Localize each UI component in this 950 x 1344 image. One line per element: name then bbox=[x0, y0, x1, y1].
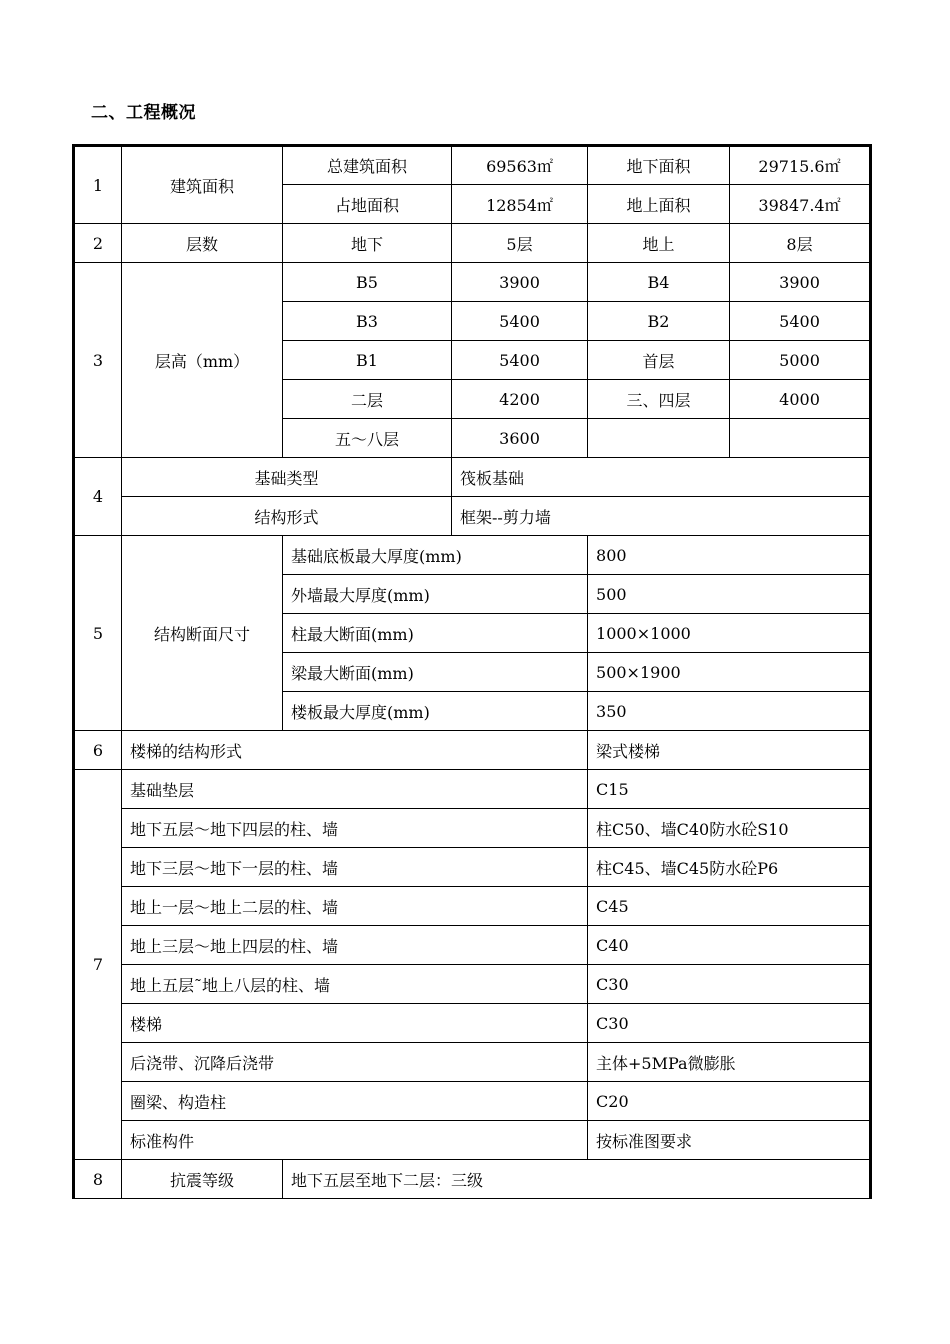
row-label: 抗震等级 bbox=[122, 1160, 283, 1199]
cell-label: 梁最大断面(mm) bbox=[283, 653, 588, 692]
table-row bbox=[74, 887, 871, 926]
cell-value: 筏板基础 bbox=[452, 458, 871, 497]
table-row bbox=[74, 731, 871, 770]
cell-label: 圈梁、构造柱 bbox=[122, 1082, 588, 1121]
cell-label: 五～八层 bbox=[283, 419, 452, 458]
table-row bbox=[74, 497, 871, 536]
cell-label: 楼梯的结构形式 bbox=[122, 731, 588, 770]
cell-label: B1 bbox=[283, 341, 452, 380]
table-row bbox=[74, 263, 871, 302]
row-number: 3 bbox=[74, 263, 122, 458]
cell-value: 3900 bbox=[452, 263, 588, 302]
cell-label: 后浇带、沉降后浇带 bbox=[122, 1043, 588, 1082]
table-row bbox=[74, 848, 871, 887]
cell-label: 地上 bbox=[588, 224, 730, 263]
empty-cell bbox=[588, 419, 730, 458]
cell-value: C20 bbox=[588, 1082, 871, 1121]
table-row bbox=[74, 965, 871, 1004]
cell-label: 地上五层˜地上八层的柱、墙 bbox=[122, 965, 588, 1004]
cell-value: 8层 bbox=[730, 224, 871, 263]
cell-value: 500×1900 bbox=[588, 653, 871, 692]
cell-value: 3600 bbox=[452, 419, 588, 458]
cell-value: 350 bbox=[588, 692, 871, 731]
cell-label: 基础底板最大厚度(mm) bbox=[283, 536, 588, 575]
cell-label: 标准构件 bbox=[122, 1121, 588, 1160]
cell-value: 1000×1000 bbox=[588, 614, 871, 653]
cell-value: 5层 bbox=[452, 224, 588, 263]
table-row bbox=[74, 770, 871, 809]
cell-label: B2 bbox=[588, 302, 730, 341]
table-row bbox=[74, 1160, 871, 1199]
cell-value: 梁式楼梯 bbox=[588, 731, 871, 770]
table-row bbox=[74, 1043, 871, 1082]
cell-value: 柱C45、墙C45防水砼P6 bbox=[588, 848, 871, 887]
cell-value: 框架--剪力墙 bbox=[452, 497, 871, 536]
row-label: 层高（mm） bbox=[122, 263, 283, 458]
cell-label: 总建筑面积 bbox=[283, 146, 452, 185]
table-row bbox=[74, 1082, 871, 1121]
cell-value: 3900 bbox=[730, 263, 871, 302]
cell-value: 39847.4㎡ bbox=[730, 185, 871, 224]
row-label: 结构断面尺寸 bbox=[122, 536, 283, 731]
cell-value: 5400 bbox=[452, 341, 588, 380]
table-row bbox=[74, 536, 871, 575]
cell-value: 12854㎡ bbox=[452, 185, 588, 224]
cell-value: C45 bbox=[588, 887, 871, 926]
row-number: 4 bbox=[74, 458, 122, 536]
cell-value: 4000 bbox=[730, 380, 871, 419]
cell-label: 地上一层～地上二层的柱、墙 bbox=[122, 887, 588, 926]
cell-value: 柱C50、墙C40防水砼S10 bbox=[588, 809, 871, 848]
row-number: 2 bbox=[74, 224, 122, 263]
cell-value: 500 bbox=[588, 575, 871, 614]
cell-label: 三、四层 bbox=[588, 380, 730, 419]
cell-value: 800 bbox=[588, 536, 871, 575]
cell-label: 基础类型 bbox=[122, 458, 452, 497]
table-row bbox=[74, 224, 871, 263]
cell-label: 二层 bbox=[283, 380, 452, 419]
cell-value: C15 bbox=[588, 770, 871, 809]
row-number: 7 bbox=[74, 770, 122, 1160]
cell-label: 楼板最大厚度(mm) bbox=[283, 692, 588, 731]
cell-label: 地下面积 bbox=[588, 146, 730, 185]
cell-label: 地下五层～地下四层的柱、墙 bbox=[122, 809, 588, 848]
row-number: 8 bbox=[74, 1160, 122, 1199]
cell-value: 69563㎡ bbox=[452, 146, 588, 185]
cell-label: 地上面积 bbox=[588, 185, 730, 224]
row-label: 建筑面积 bbox=[122, 146, 283, 224]
table-row bbox=[74, 146, 871, 185]
table-row bbox=[74, 1004, 871, 1043]
cell-label: 地下三层～地下一层的柱、墙 bbox=[122, 848, 588, 887]
cell-value: 29715.6㎡ bbox=[730, 146, 871, 185]
cell-value: 地下五层至地下二层：三级 bbox=[283, 1160, 871, 1199]
section-title: 二、工程概况 bbox=[91, 103, 196, 123]
project-overview-table bbox=[72, 144, 872, 1199]
table-row bbox=[74, 458, 871, 497]
cell-value: C30 bbox=[588, 1004, 871, 1043]
cell-label: B3 bbox=[283, 302, 452, 341]
cell-label: 柱最大断面(mm) bbox=[283, 614, 588, 653]
cell-value: 4200 bbox=[452, 380, 588, 419]
cell-label: 地上三层～地上四层的柱、墙 bbox=[122, 926, 588, 965]
cell-label: 外墙最大厚度(mm) bbox=[283, 575, 588, 614]
cell-label: 占地面积 bbox=[283, 185, 452, 224]
cell-label: B4 bbox=[588, 263, 730, 302]
cell-value: 5000 bbox=[730, 341, 871, 380]
cell-value: C40 bbox=[588, 926, 871, 965]
cell-label: 楼梯 bbox=[122, 1004, 588, 1043]
cell-label: 基础垫层 bbox=[122, 770, 588, 809]
cell-value: 5400 bbox=[730, 302, 871, 341]
cell-label: B5 bbox=[283, 263, 452, 302]
cell-value: 主体+5MPa微膨胀 bbox=[588, 1043, 871, 1082]
cell-value: 按标准图要求 bbox=[588, 1121, 871, 1160]
row-number: 5 bbox=[74, 536, 122, 731]
cell-value: 5400 bbox=[452, 302, 588, 341]
cell-label: 首层 bbox=[588, 341, 730, 380]
row-label: 层数 bbox=[122, 224, 283, 263]
cell-label: 结构形式 bbox=[122, 497, 452, 536]
table-row bbox=[74, 926, 871, 965]
table-row bbox=[74, 809, 871, 848]
row-number: 6 bbox=[74, 731, 122, 770]
row-number: 1 bbox=[74, 146, 122, 224]
cell-label: 地下 bbox=[283, 224, 452, 263]
table-row bbox=[74, 1121, 871, 1160]
cell-value: C30 bbox=[588, 965, 871, 1004]
empty-cell bbox=[730, 419, 871, 458]
